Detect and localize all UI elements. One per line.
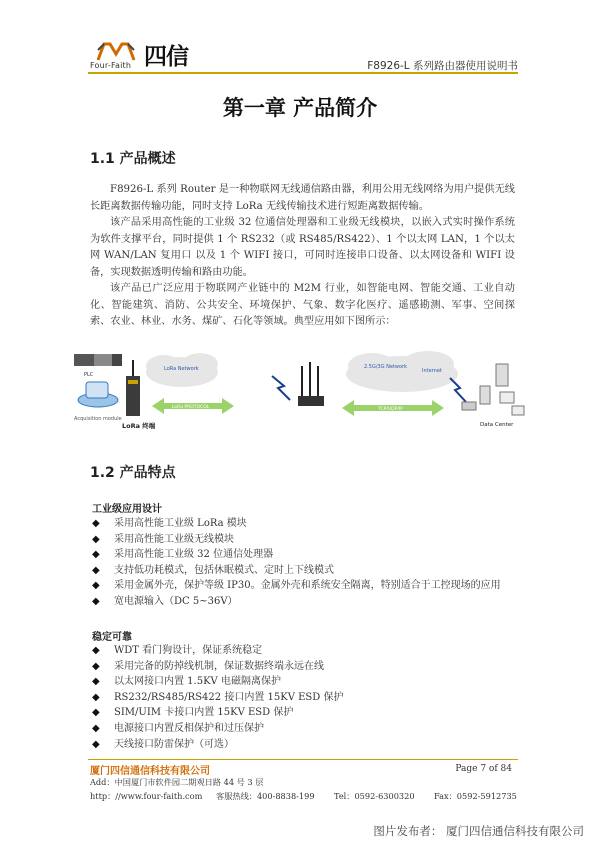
lora-network-label: LoRa Network (164, 366, 199, 372)
footer-divider (88, 759, 518, 760)
list-item: ◆ 采用高性能工业级无线模块 (92, 532, 517, 548)
feature-list-industrial (92, 516, 517, 610)
lora-terminal-icon (126, 360, 140, 416)
application-diagram (72, 346, 532, 432)
list-item: ◆ 以太网接口内置 1.5KV 电磁隔离保护 (92, 674, 517, 690)
four-faith-m-logo-icon (96, 40, 136, 62)
section-title-features: 1.2 产品特点 (90, 465, 176, 481)
data-center-icon (462, 364, 524, 415)
diamond-bullet-icon: ◆ (92, 580, 100, 592)
section-title-overview: 1.1 产品概述 (90, 151, 176, 167)
footer-tel: Tel：0592-6300320 (334, 791, 415, 801)
page-number: Page 7 of 84 (455, 764, 512, 774)
list-item: ◆ RS232/RS485/RS422 接口内置 15KV ESD 保护 (92, 690, 517, 706)
router-icon (298, 362, 324, 406)
diamond-bullet-icon: ◆ (92, 738, 100, 750)
document-title: F8926-L 系列路由器使用说明书 (367, 60, 518, 72)
diamond-bullet-icon: ◆ (92, 564, 100, 576)
feature-group-title: 稳定可靠 (92, 632, 132, 643)
acquisition-module-icon (78, 382, 118, 407)
list-item: ◆ 采用高性能工业级 32 位通信处理器 (92, 547, 517, 563)
lora-terminal-label: LoRa 终端 (122, 422, 156, 430)
diamond-bullet-icon: ◆ (92, 707, 100, 719)
list-item: ◆ 支持低功耗模式，包括休眠模式、定时上下线模式 (92, 563, 517, 579)
acquisition-label: Acquisition module (74, 416, 122, 422)
list-item: ◆ 宽电源输入（DC 5~36V） (92, 594, 517, 610)
plc-device-icon (74, 354, 122, 366)
list-item: ◆ 天线接口防雷保护（可选） (92, 737, 517, 753)
header-divider (88, 72, 518, 74)
diamond-bullet-icon: ◆ (92, 595, 100, 607)
overview-text (90, 182, 515, 331)
paragraph: 该产品已广泛应用于物联网产业链中的 M2M 行业，如智能电网、智能交通、工业自动化、智能建筑、消防、公共安全、环境保护、气象、数字化医疗、遥感勘测、军事、空间探索、农业、林业、水务、煤矿、石化等领域。典型应用如下图所示： (90, 283, 515, 327)
list-item: ◆ WDT 看门狗设计，保证系统稳定 (92, 643, 517, 659)
diamond-bullet-icon: ◆ (92, 549, 100, 561)
image-publisher-caption: 图片发布者： 厦门四信通信科技有限公司 (373, 824, 584, 838)
footer-company-name: 厦门四信通信科技有限公司 (90, 766, 210, 777)
company-logo (88, 38, 228, 72)
mobile-network-label: 2.5G/3G Network (364, 364, 408, 370)
list-item: ◆ 采用完备的防掉线机制，保证数据终端永远在线 (92, 659, 517, 675)
internet-label: Internet (422, 368, 442, 374)
list-item: ◆ 采用高性能工业级 LoRa 模块 (92, 516, 517, 532)
tcp-label: TCP/UDP/IP (378, 407, 403, 412)
paragraph: F8926-L 系列 Router 是一种物联网无线通信路由器，利用公用无线网络为用户提供无线长距离数据传输功能，同时支持 LoRa 无线传输技术进行短距离数据传输。 (90, 184, 515, 212)
diamond-bullet-icon: ◆ (92, 691, 100, 703)
list-item: ◆ SIM/UIM 卡接口内置 15KV ESD 保护 (92, 705, 517, 721)
logo-chinese-text: 四信 (144, 44, 188, 70)
footer-address: Add：中国厦门市软件园二期观日路 44 号 3 层 (90, 777, 264, 787)
plc-label: PLC (84, 372, 94, 378)
footer-website: http：//www.four-faith.com (90, 791, 203, 801)
footer-fax: Fax：0592-5912735 (434, 791, 517, 801)
lightning-icon (272, 376, 290, 400)
diamond-bullet-icon: ◆ (92, 518, 100, 529)
diamond-bullet-icon: ◆ (92, 533, 100, 545)
list-item: ◆ 电源接口内置反相保护和过压保护 (92, 721, 517, 737)
paragraph: 该产品采用高性能的工业级 32 位通信处理器和工业级无线模块，以嵌入式实时操作系统为软件支撑平台，同时提供 1 个 RS232（或 RS485/RS422）、1 个以太网 LAN，1 个以太网 WAN/LAN 复用口 以及 1 个 WIFI 接口，可同时连接串口设备、以太网设备和 WIFI 设备，实现数据透明传输和路由功能。 (90, 217, 515, 278)
diamond-bullet-icon: ◆ (92, 722, 100, 734)
diamond-bullet-icon: ◆ (92, 660, 100, 672)
list-item: ◆ 采用金属外壳，保护等级 IP30。金属外壳和系统安全隔离，特别适合于工控现场的应用 (92, 578, 517, 594)
lightning-icon (450, 378, 466, 402)
diamond-bullet-icon: ◆ (92, 645, 100, 656)
logo-english-text: Four-Faith (90, 61, 132, 70)
feature-list-reliability (92, 643, 517, 752)
feature-group-title: 工业级应用设计 (92, 504, 162, 515)
chapter-title: 第一章 产品简介 (222, 95, 378, 120)
data-center-label: Data Center (480, 422, 514, 428)
lora-protocol-label: LoRa PROTOCOL (172, 405, 210, 410)
diamond-bullet-icon: ◆ (92, 676, 100, 688)
page-header (88, 38, 518, 74)
footer-hotline: 客服热线：400-8838-199 (216, 791, 315, 801)
